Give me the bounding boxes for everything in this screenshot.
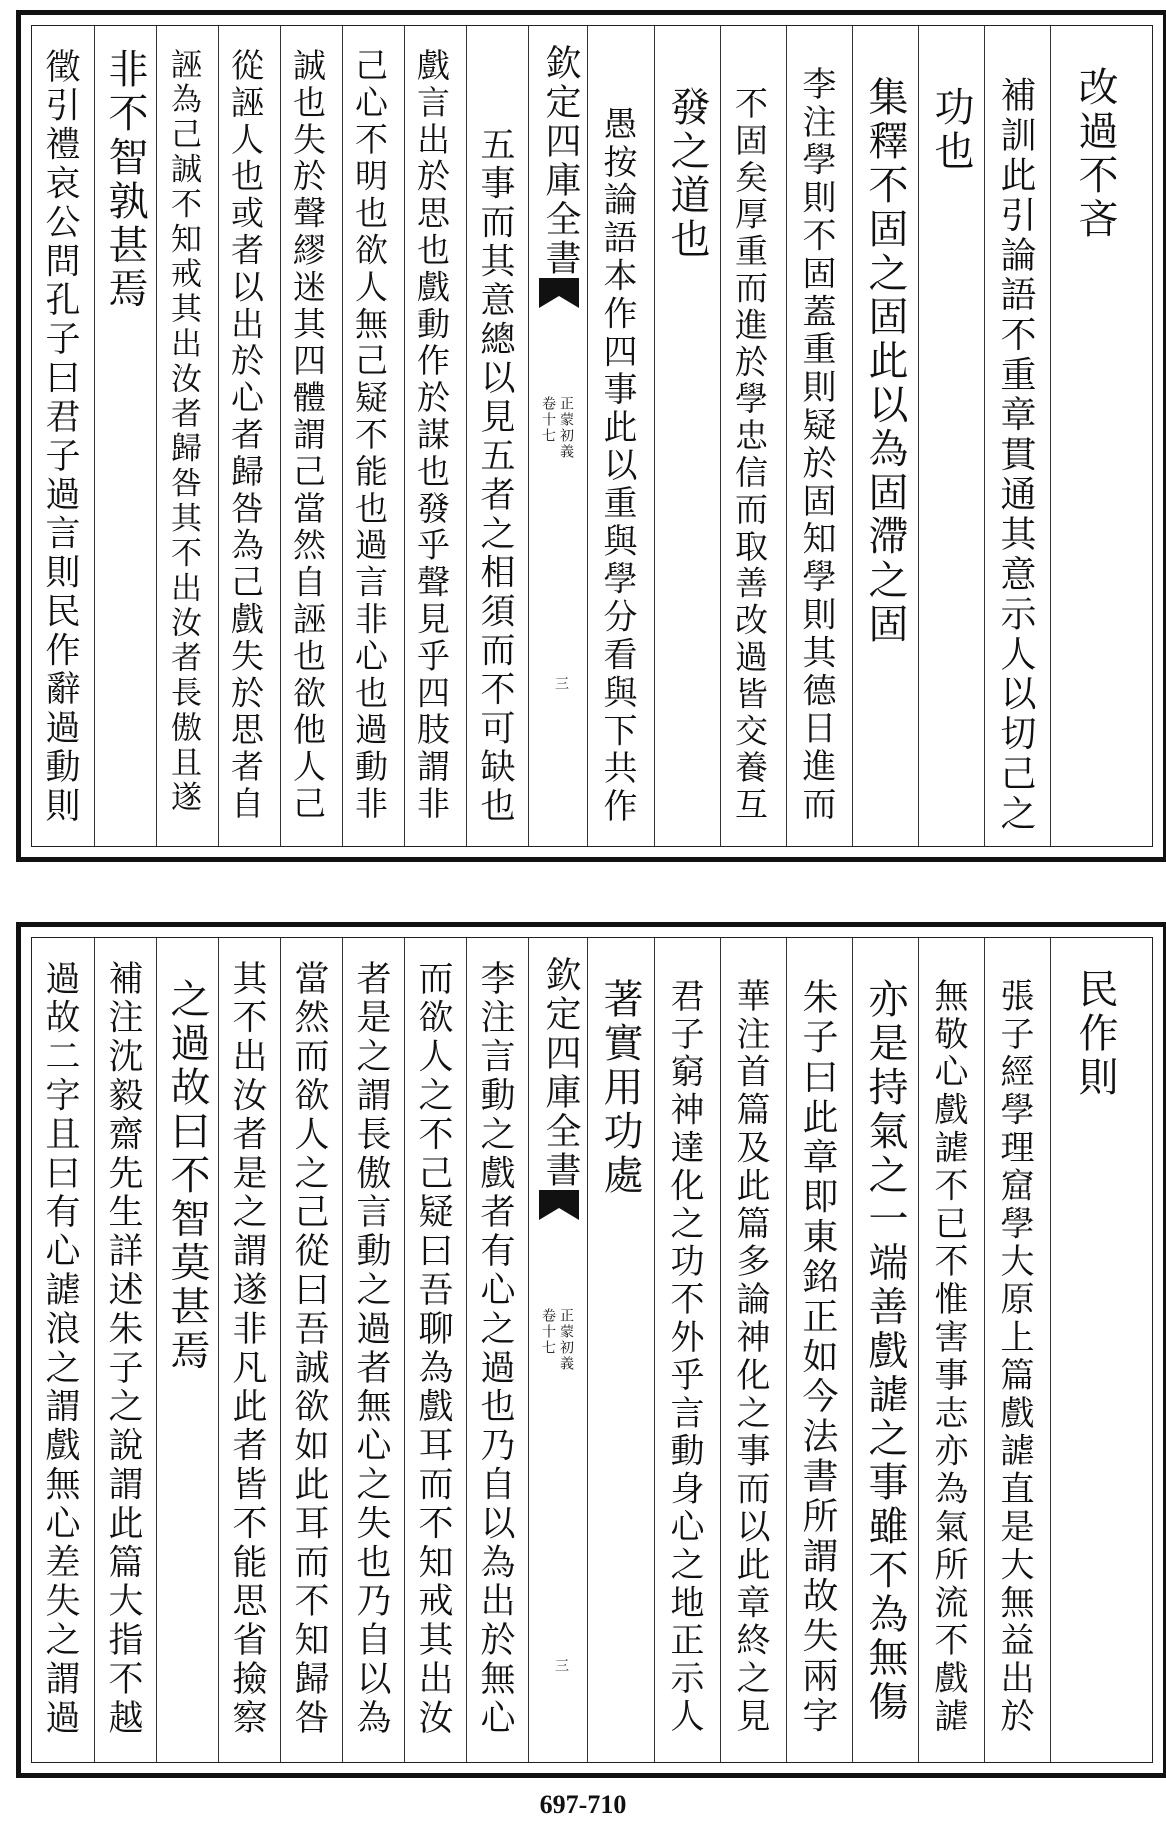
text-column: [654, 26, 720, 846]
column-text: 集釋不固之固此以為固滯之固: [862, 76, 908, 647]
column-text: 己心不明也欲人無己疑不能也過言非心也過動非: [350, 48, 389, 823]
text-column: [918, 26, 984, 846]
text-column: [404, 26, 466, 846]
column-text: 君子窮神達化之功不外乎言動身心之地正示人: [664, 978, 704, 1736]
column-text: 而欲人之不己疑曰吾聊為戲耳而不知戒其出汝: [413, 960, 453, 1738]
text-column: [588, 26, 654, 846]
collection-title: 欽定四庫全書: [540, 44, 581, 278]
column-text: 發之道也: [664, 86, 710, 262]
volume-number: 卷十七: [540, 1308, 556, 1356]
column-text: 無敬心戲謔不已不惟害事志亦為氣所流不戲謔: [928, 978, 968, 1736]
text-column: [404, 938, 466, 1762]
column-text: 過故二字且曰有心謔浪之謂戲無心差失之謂過: [40, 960, 80, 1738]
column-text: 民作則: [1072, 968, 1118, 1100]
column-text: 華注首篇及此篇多論神化之事而以此章終之見: [730, 978, 770, 1736]
column-text: 從誣人也或者以出於心者歸咎為己戲失於思者自: [226, 48, 265, 823]
fishtail-mark-icon: [539, 278, 579, 318]
column-text: 戲言出於思也戲動作於謀也發乎聲見乎四肢謂非: [412, 48, 451, 823]
column-text: 當然而欲人之己從曰吾誠欲如此耳而不知歸咎: [289, 960, 329, 1738]
text-column: [588, 938, 654, 1762]
column-text: 補注沈毅齋先生詳述朱子之說謂此篇大指不越: [103, 960, 143, 1738]
text-column: [156, 938, 218, 1762]
text-column: [218, 938, 280, 1762]
column-text: 徵引禮哀公問孔子曰君子過言則民作辭過動則: [40, 48, 80, 826]
collection-title: 欽定四庫全書: [540, 956, 581, 1190]
column-text: 不固矣厚重而進於學忠信而取善改過皆交養互: [730, 86, 769, 824]
text-column: [342, 26, 404, 846]
text-column: [280, 938, 342, 1762]
column-text: 之過故曰不智莫甚焉: [164, 978, 210, 1374]
center-fold: [528, 26, 588, 846]
text-column: [720, 938, 786, 1762]
column-text: 誠也失於聲繆迷其四體謂己當然自誣也欲他人己: [288, 48, 327, 823]
folio-number: 三: [553, 1658, 569, 1672]
bottom-page-frame: [16, 922, 1166, 1778]
text-column: [218, 26, 280, 846]
column-text: 著實用功處: [597, 978, 643, 1198]
text-column: [466, 938, 528, 1762]
top-page-frame: [16, 10, 1166, 862]
text-column: [466, 26, 528, 846]
text-column: [786, 26, 852, 846]
top-page-inner-border: [31, 25, 1153, 847]
volume-number: 卷十七: [540, 396, 556, 444]
column-text: 改過不吝: [1072, 66, 1118, 242]
page-number-caption: 697-710: [539, 1790, 627, 1819]
text-column: [918, 938, 984, 1762]
text-column: [342, 938, 404, 1762]
text-column: [720, 26, 786, 846]
column-text: 張子經學理窟學大原上篇戲謔直是大無益出於: [994, 978, 1034, 1736]
column-text: 其不出汝者是之謂遂非凡此者皆不能思省撿察: [227, 960, 267, 1738]
column-text: 李注學則不固蓋重則疑於固知學則其德日進而: [796, 66, 836, 824]
text-column: [852, 26, 918, 846]
center-fold: [528, 938, 588, 1762]
text-column: [984, 938, 1050, 1762]
book-title: 正蒙初義: [558, 396, 574, 460]
fishtail-mark-icon: [539, 1190, 579, 1230]
text-column: [654, 938, 720, 1762]
column-text: 誣為己誠不知戒其出汝者歸咎其不出汝者長傲且遂: [165, 48, 201, 816]
column-text: 朱子曰此章即東銘正如今法書所謂故失兩字: [797, 978, 838, 1737]
text-column: [280, 26, 342, 846]
column-text: 愚按論語本作四事此以重與學分看與下共作: [597, 106, 637, 827]
text-column: [984, 26, 1050, 846]
column-text: 功也: [928, 86, 974, 174]
column-text: 李注言動之戲者有心之過也乃自以為出於無心: [475, 960, 515, 1738]
folio-number: 三: [553, 676, 569, 690]
column-text: 補訓此引論語不重章貫通其意示人以切己之: [995, 76, 1036, 835]
text-column: [1050, 26, 1144, 846]
column-text: 亦是持氣之一端善戲謔之事雖不為無傷: [862, 978, 908, 1725]
text-column: [32, 26, 94, 846]
column-text: 五事而其意總以見五者之相須而不可缺也: [475, 126, 515, 827]
text-column: [94, 938, 156, 1762]
text-column: [1050, 938, 1144, 1762]
bottom-page-inner-border: [31, 937, 1153, 1763]
column-text: 非不智孰甚焉: [102, 48, 148, 312]
text-column: [156, 26, 218, 846]
text-column: [786, 938, 852, 1762]
text-column: [32, 938, 94, 1762]
book-title: 正蒙初義: [558, 1308, 574, 1372]
text-column: [852, 938, 918, 1762]
text-column: [94, 26, 156, 846]
column-text: 者是之謂長傲言動之過者無心之失也乃自以為: [351, 960, 391, 1738]
